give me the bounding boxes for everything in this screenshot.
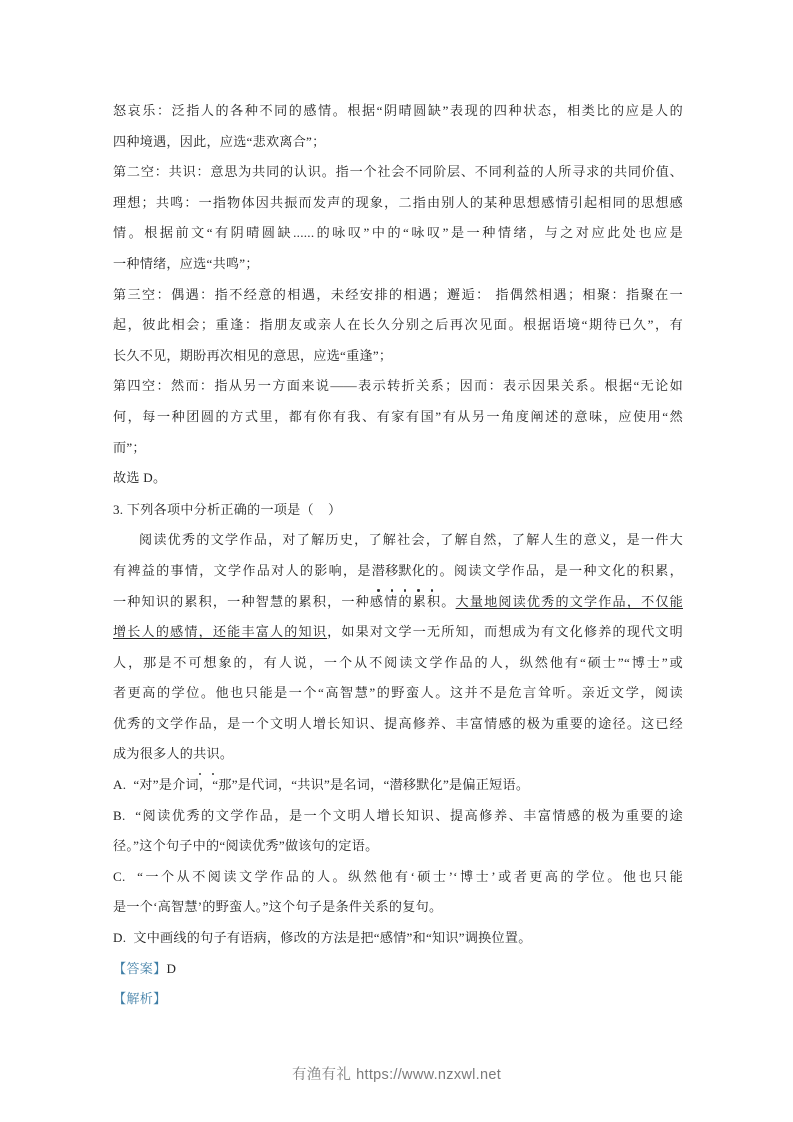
passage-line: 者更高的学位。他也只能是一个“高智慧”的野蛮人。这并不是危言耸听。亲近文学，阅读 [113, 685, 683, 701]
passage-line: 有裨益的事情，文学作品对人的影响，是潜移默化的。阅读文学作品，是一种文化的积累， [113, 556, 683, 587]
analysis-row [113, 984, 683, 1015]
question-stem [113, 495, 683, 526]
option-d-text: 文中画线的句子有语病，修改的方法是把“感情”和“知识”调换位置。 [133, 930, 532, 946]
answer-value: D [166, 960, 177, 976]
explanation-line: 一种情绪，应选“共鸣”； [113, 255, 259, 271]
explanation-line: 理想；共鸣：一指物体因共振而发声的现象，二指由别人的某种思想感情引起相同的思想感 [113, 194, 683, 210]
explanation-line: 而”； [113, 439, 146, 455]
question-number: 3. [113, 501, 124, 517]
explanation-line: 第三空：偶遇：指不经意的相遇，未经安排的相遇；邂逅： 指偶然相遇；相聚：指聚在一 [113, 286, 683, 302]
option-b[interactable] [113, 801, 683, 832]
explanation-line: 四种境遇，因此，应选“悲欢离合”； [113, 133, 326, 149]
explanation-line: 第二空：共识：意思为共同的认识。指一个社会不同阶层、不同利益的人所寻求的共同价值、 [113, 164, 683, 180]
option-a-letter: A. [113, 777, 127, 793]
question-stem-text: 下列各项中分析正确的一项是（ ） [126, 501, 342, 517]
option-c-text-line1: “一个从不阅读文学作品的人。纵然他有‘硕士’‘博士’或者更高的学位。他也只能 [137, 868, 683, 884]
passage-line: 人，那是不可想象的，有人说，一个从不阅读文学作品的人，纵然他有“硕士”“博士”或 [113, 654, 683, 670]
explanation-line: 起，彼此相会；重逢：指朋友或亲人在长久分别之后再次见面。根据语境“期待已久”，有 [113, 317, 683, 333]
passage-line: 一种知识的累积，一种智慧的累积，一种感情的累积。大量地阅读优秀的文学作品，不仅能 [113, 593, 683, 609]
answer-row [113, 954, 683, 985]
passage-line: 增长人的感情，还能丰富人的知识，如果对文学一无所知，而想成为有文化修养的现代文明 [113, 624, 683, 640]
footer-watermark [0, 1063, 793, 1084]
option-b-text-line1: “阅读优秀的文学作品，是一个文明人增长知识、提高修养、丰富情感的极为重要的途 [135, 807, 683, 823]
option-c-cont: 是一个‘高智慧’的野蛮人。”这个句子是条件关系的复句。 [113, 899, 443, 915]
explanation-line: 何，每一种团圆的方式里，都有你有我、有家有国”有从另一角度阐述的意味，应使用“然 [113, 408, 683, 424]
option-c-letter: C. [113, 868, 126, 884]
option-b-cont: 径。”这个句子中的“阅读优秀”做该句的定语。 [113, 838, 379, 854]
explanation-line: 情。根据前文“有阴晴圆缺......的咏叹”中的“咏叹”是一种情绪，与之对应此处也应是 [113, 225, 683, 241]
option-b-letter: B. [113, 807, 126, 823]
emphasis-dots-qianyimohua: 潜移默化的 [372, 556, 439, 587]
document-body [113, 96, 683, 1015]
underlined-sentence-part1: 大量地阅读优秀的文学作品，不仅能 [455, 593, 683, 609]
watermark-url: https://www.nzxwl.net [356, 1067, 502, 1083]
option-c[interactable] [113, 862, 683, 893]
emphasis-dots-gongshi: 共识 [193, 739, 220, 770]
option-d[interactable] [113, 923, 683, 954]
passage-line: 优秀的文学作品，是一个文明人增长知识、提高修养、丰富情感的极为重要的途径。这已经 [113, 715, 683, 731]
passage-line: 成为很多人的共识。 [113, 739, 683, 770]
passage-line: 阅读优秀的文学作品，对了解历史，了解社会，了解自然，了解人生的意义，是一件大 [139, 532, 683, 548]
explanation-line: 第四空：然而：指从另一方面来说——表示转折关系；因而：表示因果关系。根据“无论如 [113, 378, 683, 394]
watermark-brand: 有渔有礼 [291, 1067, 352, 1083]
explanation-line: 怒哀乐：泛指人的各种不同的感情。根据“阴晴圆缺”表现的四种状态，相类比的应是人的 [113, 103, 683, 118]
explanation-conclusion: 故选 D。 [113, 470, 167, 486]
option-d-letter: D. [113, 930, 127, 946]
answer-label: 【答案】 [113, 960, 167, 976]
option-a-text: “对”是介词，“那”是代词，“共识”是名词，“潜移默化”是偏正短语。 [133, 777, 530, 793]
underlined-sentence-part2: 增长人的感情，还能丰富人的知识 [113, 624, 328, 640]
analysis-label: 【解析】 [113, 991, 167, 1007]
explanation-line: 长久不见，期盼再次相见的意思，应选“重逢”； [113, 347, 393, 363]
